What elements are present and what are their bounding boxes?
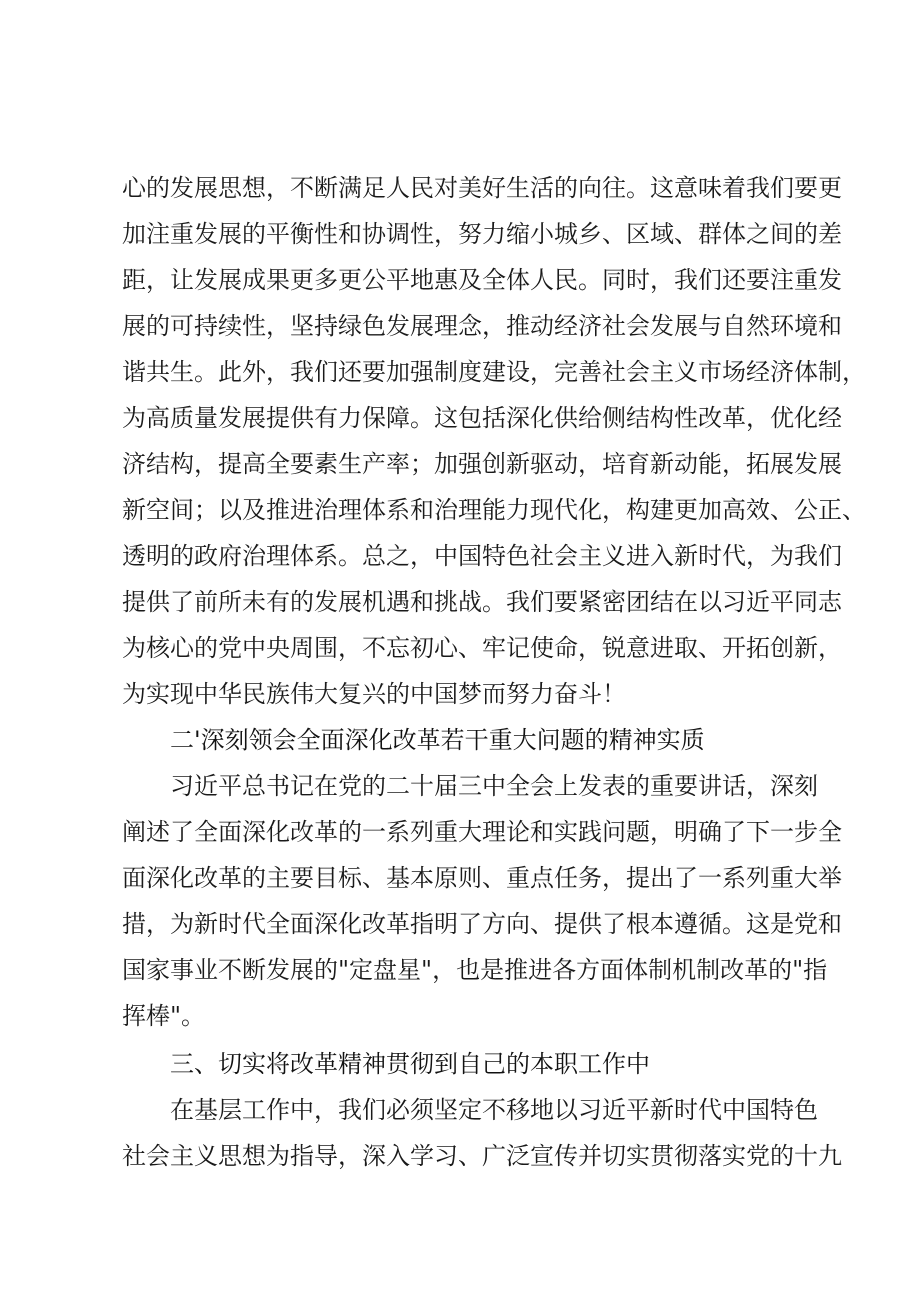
paragraph-1-line: 加注重发展的平衡性和协调性，努力缩小城乡、区域、群体之间的差 bbox=[122, 220, 842, 248]
paragraph-1-line: 为核心的党中央周围，不忘初心、牢记使命，锐意进取、开拓创新， bbox=[122, 634, 842, 662]
paragraph-2-line: 习近平总书记在党的二十届三中全会上发表的重要讲话，深刻 bbox=[170, 772, 818, 800]
paragraph-1-line: 为高质量发展提供有力保障。这包括深化供给侧结构性改革，优化经 bbox=[122, 404, 842, 432]
paragraph-1-line: 为实现中华民族伟大复兴的中国梦而努力奋斗！ bbox=[122, 680, 626, 708]
paragraph-2-line: 挥棒"。 bbox=[122, 1002, 206, 1030]
paragraph-2-line: 措，为新时代全面深化改革指明了方向、提供了根本遵循。这是党和 bbox=[122, 910, 842, 938]
paragraph-1-line: 济结构，提高全要素生产率；加强创新驱动，培育新动能，拓展发展 bbox=[122, 450, 842, 478]
paragraph-1-line: 新空间；以及推进治理体系和治理能力现代化，构建更加高效、公正、 bbox=[122, 496, 866, 524]
paragraph-3-line: 社会主义思想为指导，深入学习、广泛宣传并切实贯彻落实党的十九 bbox=[122, 1142, 842, 1170]
paragraph-2-line: 国家事业不断发展的"定盘星"，也是推进各方面体制机制改革的"指 bbox=[122, 956, 828, 984]
section-heading-2: 二'深刻领会全面深化改革若干重大问题的精神实质 bbox=[170, 726, 705, 754]
paragraph-2-line: 阐述了全面深化改革的一系列重大理论和实践问题，明确了下一步全 bbox=[122, 818, 842, 846]
paragraph-1-line: 心的发展思想，不断满足人民对美好生活的向往。这意味着我们要更 bbox=[122, 174, 842, 202]
paragraph-1-line: 距，让发展成果更多更公平地惠及全体人民。同时，我们还要注重发 bbox=[122, 266, 842, 294]
paragraph-2-line: 面深化改革的主要目标、基本原则、重点任务，提出了一系列重大举 bbox=[122, 864, 842, 892]
paragraph-1-line: 提供了前所未有的发展机遇和挑战。我们要紧密团结在以习近平同志 bbox=[122, 588, 842, 616]
paragraph-3-line: 在基层工作中，我们必须坚定不移地以习近平新时代中国特色 bbox=[170, 1096, 818, 1124]
paragraph-1-line: 透明的政府治理体系。总之，中国特色社会主义进入新时代，为我们 bbox=[122, 542, 842, 570]
paragraph-1-line: 谐共生。此外，我们还要加强制度建设，完善社会主义市场经济体制， bbox=[122, 358, 866, 386]
section-heading-3: 三、切实将改革精神贯彻到自己的本职工作中 bbox=[170, 1050, 650, 1078]
paragraph-1-line: 展的可持续性，坚持绿色发展理念，推动经济社会发展与自然环境和 bbox=[122, 312, 842, 340]
